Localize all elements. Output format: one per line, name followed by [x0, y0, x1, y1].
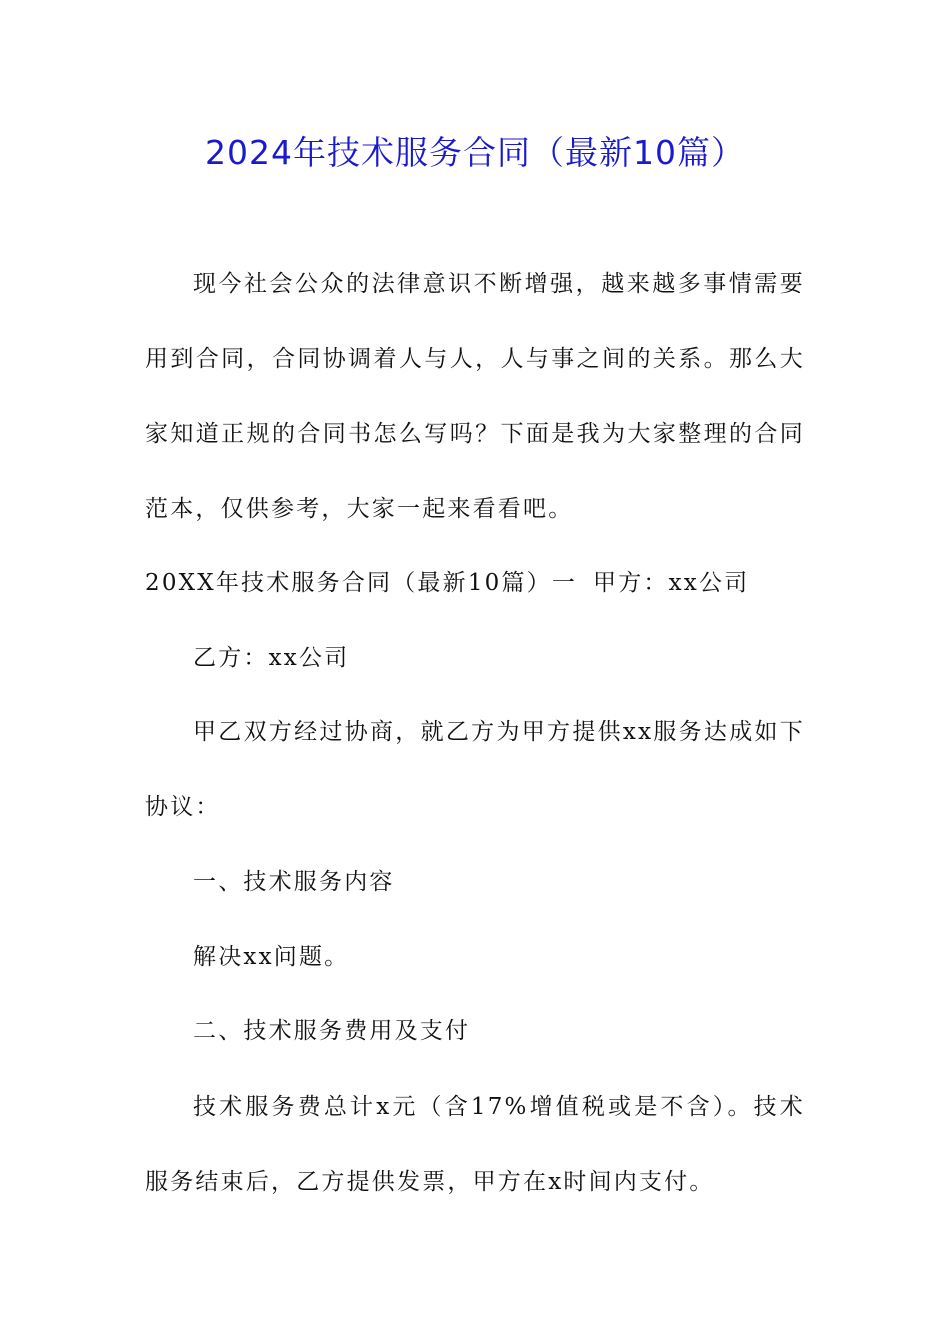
- party-a: 甲方：xx公司: [593, 570, 750, 596]
- clause-2-body: 技术服务费总计x元（含17%增值税或是不含）。技术服务结束后，乙方提供发票，甲方在x时间内支付。: [145, 1094, 805, 1195]
- clause-1-heading: 一、技术服务内容: [193, 869, 395, 895]
- agreement-paragraph: 甲乙双方经过协商，就乙方为甲方提供xx服务达成如下协议：: [145, 719, 805, 820]
- section-heading: 20XX年技术服务合同（最新10篇）一: [145, 570, 578, 596]
- document-title: 2024年技术服务合同（最新10篇）: [205, 133, 745, 172]
- clause-2-heading: 二、技术服务费用及支付: [193, 1018, 471, 1044]
- clause-1-body: 解决xx问题。: [193, 944, 350, 970]
- party-b: 乙方：xx公司: [193, 645, 350, 671]
- intro-paragraph: 现今社会公众的法律意识不断增强，越来越多事情需要用到合同，合同协调着人与人，人与事之间的关系。那么大家知道正规的合同书怎么写吗？下面是我为大家整理的合同范本，仅供参考，大家一起来看看吧。: [145, 271, 805, 522]
